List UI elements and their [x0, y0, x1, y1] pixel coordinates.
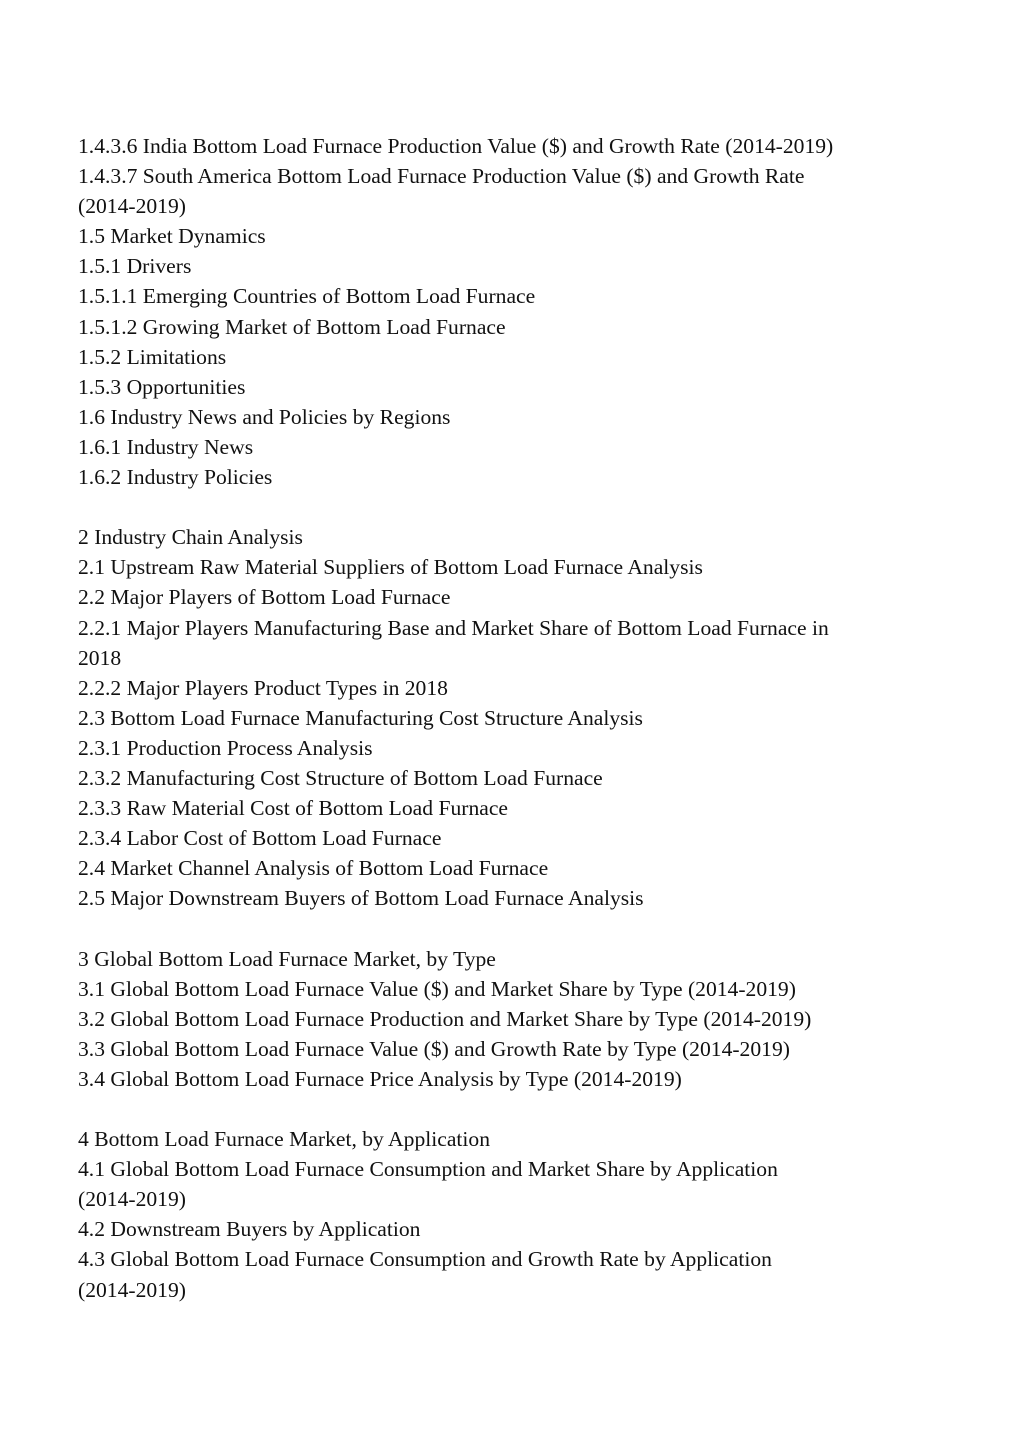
toc-line: 2.2.1 Major Players Manufacturing Base and Market Share of Bottom Load Furnace in — [78, 615, 829, 640]
toc-line: 3.1 Global Bottom Load Furnace Value ($) and Market Share by Type (2014-2019) — [78, 976, 796, 1001]
section-heading: 3 Global Bottom Load Furnace Market, by Type — [78, 946, 496, 971]
toc-line: (2014-2019) — [78, 194, 186, 219]
document-page — [78, 131, 946, 1305]
toc-line: 4.3 Global Bottom Load Furnace Consumption and Growth Rate by Application — [78, 1247, 772, 1272]
toc-line: 2.3.3 Raw Material Cost of Bottom Load Furnace — [78, 796, 508, 821]
toc-line: 1.6.1 Industry News — [78, 434, 254, 459]
toc-line: 2.1 Upstream Raw Material Suppliers of Bottom Load Furnace Analysis — [78, 555, 703, 580]
toc-line: 1.5.3 Opportunities — [78, 374, 246, 399]
toc-line: 3.2 Global Bottom Load Furnace Production and Market Share by Type (2014-2019) — [78, 1006, 812, 1031]
toc-line: 2.4 Market Channel Analysis of Bottom Load Furnace — [78, 856, 549, 881]
toc-line: (2014-2019) — [78, 1187, 186, 1212]
section-heading: 2 Industry Chain Analysis — [78, 525, 303, 550]
toc-line: 2.3.4 Labor Cost of Bottom Load Furnace — [78, 826, 442, 851]
toc-line: 4.1 Global Bottom Load Furnace Consumption and Market Share by Application — [78, 1157, 778, 1182]
toc-line: 2.3 Bottom Load Furnace Manufacturing Cost Structure Analysis — [78, 705, 643, 730]
section-gap — [78, 1094, 946, 1124]
toc-line: 3.4 Global Bottom Load Furnace Price Analysis by Type (2014-2019) — [78, 1066, 682, 1091]
toc-line: 1.5.1.1 Emerging Countries of Bottom Load Furnace — [78, 284, 536, 309]
toc-line: 2.5 Major Downstream Buyers of Bottom Load Furnace Analysis — [78, 886, 644, 911]
toc-line: 1.5.2 Limitations — [78, 344, 227, 369]
toc-line: 4.2 Downstream Buyers by Application — [78, 1217, 421, 1242]
toc-line: 3.3 Global Bottom Load Furnace Value ($) and Growth Rate by Type (2014-2019) — [78, 1036, 790, 1061]
toc-line: 2.3.2 Manufacturing Cost Structure of Bottom Load Furnace — [78, 765, 603, 790]
toc-line: 1.5 Market Dynamics — [78, 224, 266, 249]
toc-line: (2014-2019) — [78, 1277, 186, 1302]
toc-line: 1.5.1 Drivers — [78, 254, 192, 279]
toc-line: 2.2 Major Players of Bottom Load Furnace — [78, 585, 451, 610]
section-gap — [78, 492, 946, 522]
toc-line: 1.6.2 Industry Policies — [78, 465, 273, 490]
toc-line: 2.2.2 Major Players Product Types in 2018 — [78, 675, 448, 700]
toc-line: 1.4.3.6 India Bottom Load Furnace Production Value ($) and Growth Rate (2014-2019) — [78, 134, 834, 158]
toc-line: 1.6 Industry News and Policies by Regions — [78, 404, 451, 429]
toc-line: 2018 — [78, 645, 122, 670]
toc-line: 1.4.3.7 South America Bottom Load Furnace Production Value ($) and Growth Rate — [78, 164, 805, 189]
section-gap — [78, 913, 946, 943]
toc-line: 2.3.1 Production Process Analysis — [78, 735, 373, 760]
toc-line: 1.5.1.2 Growing Market of Bottom Load Furnace — [78, 314, 506, 339]
section-heading: 4 Bottom Load Furnace Market, by Application — [78, 1127, 490, 1152]
